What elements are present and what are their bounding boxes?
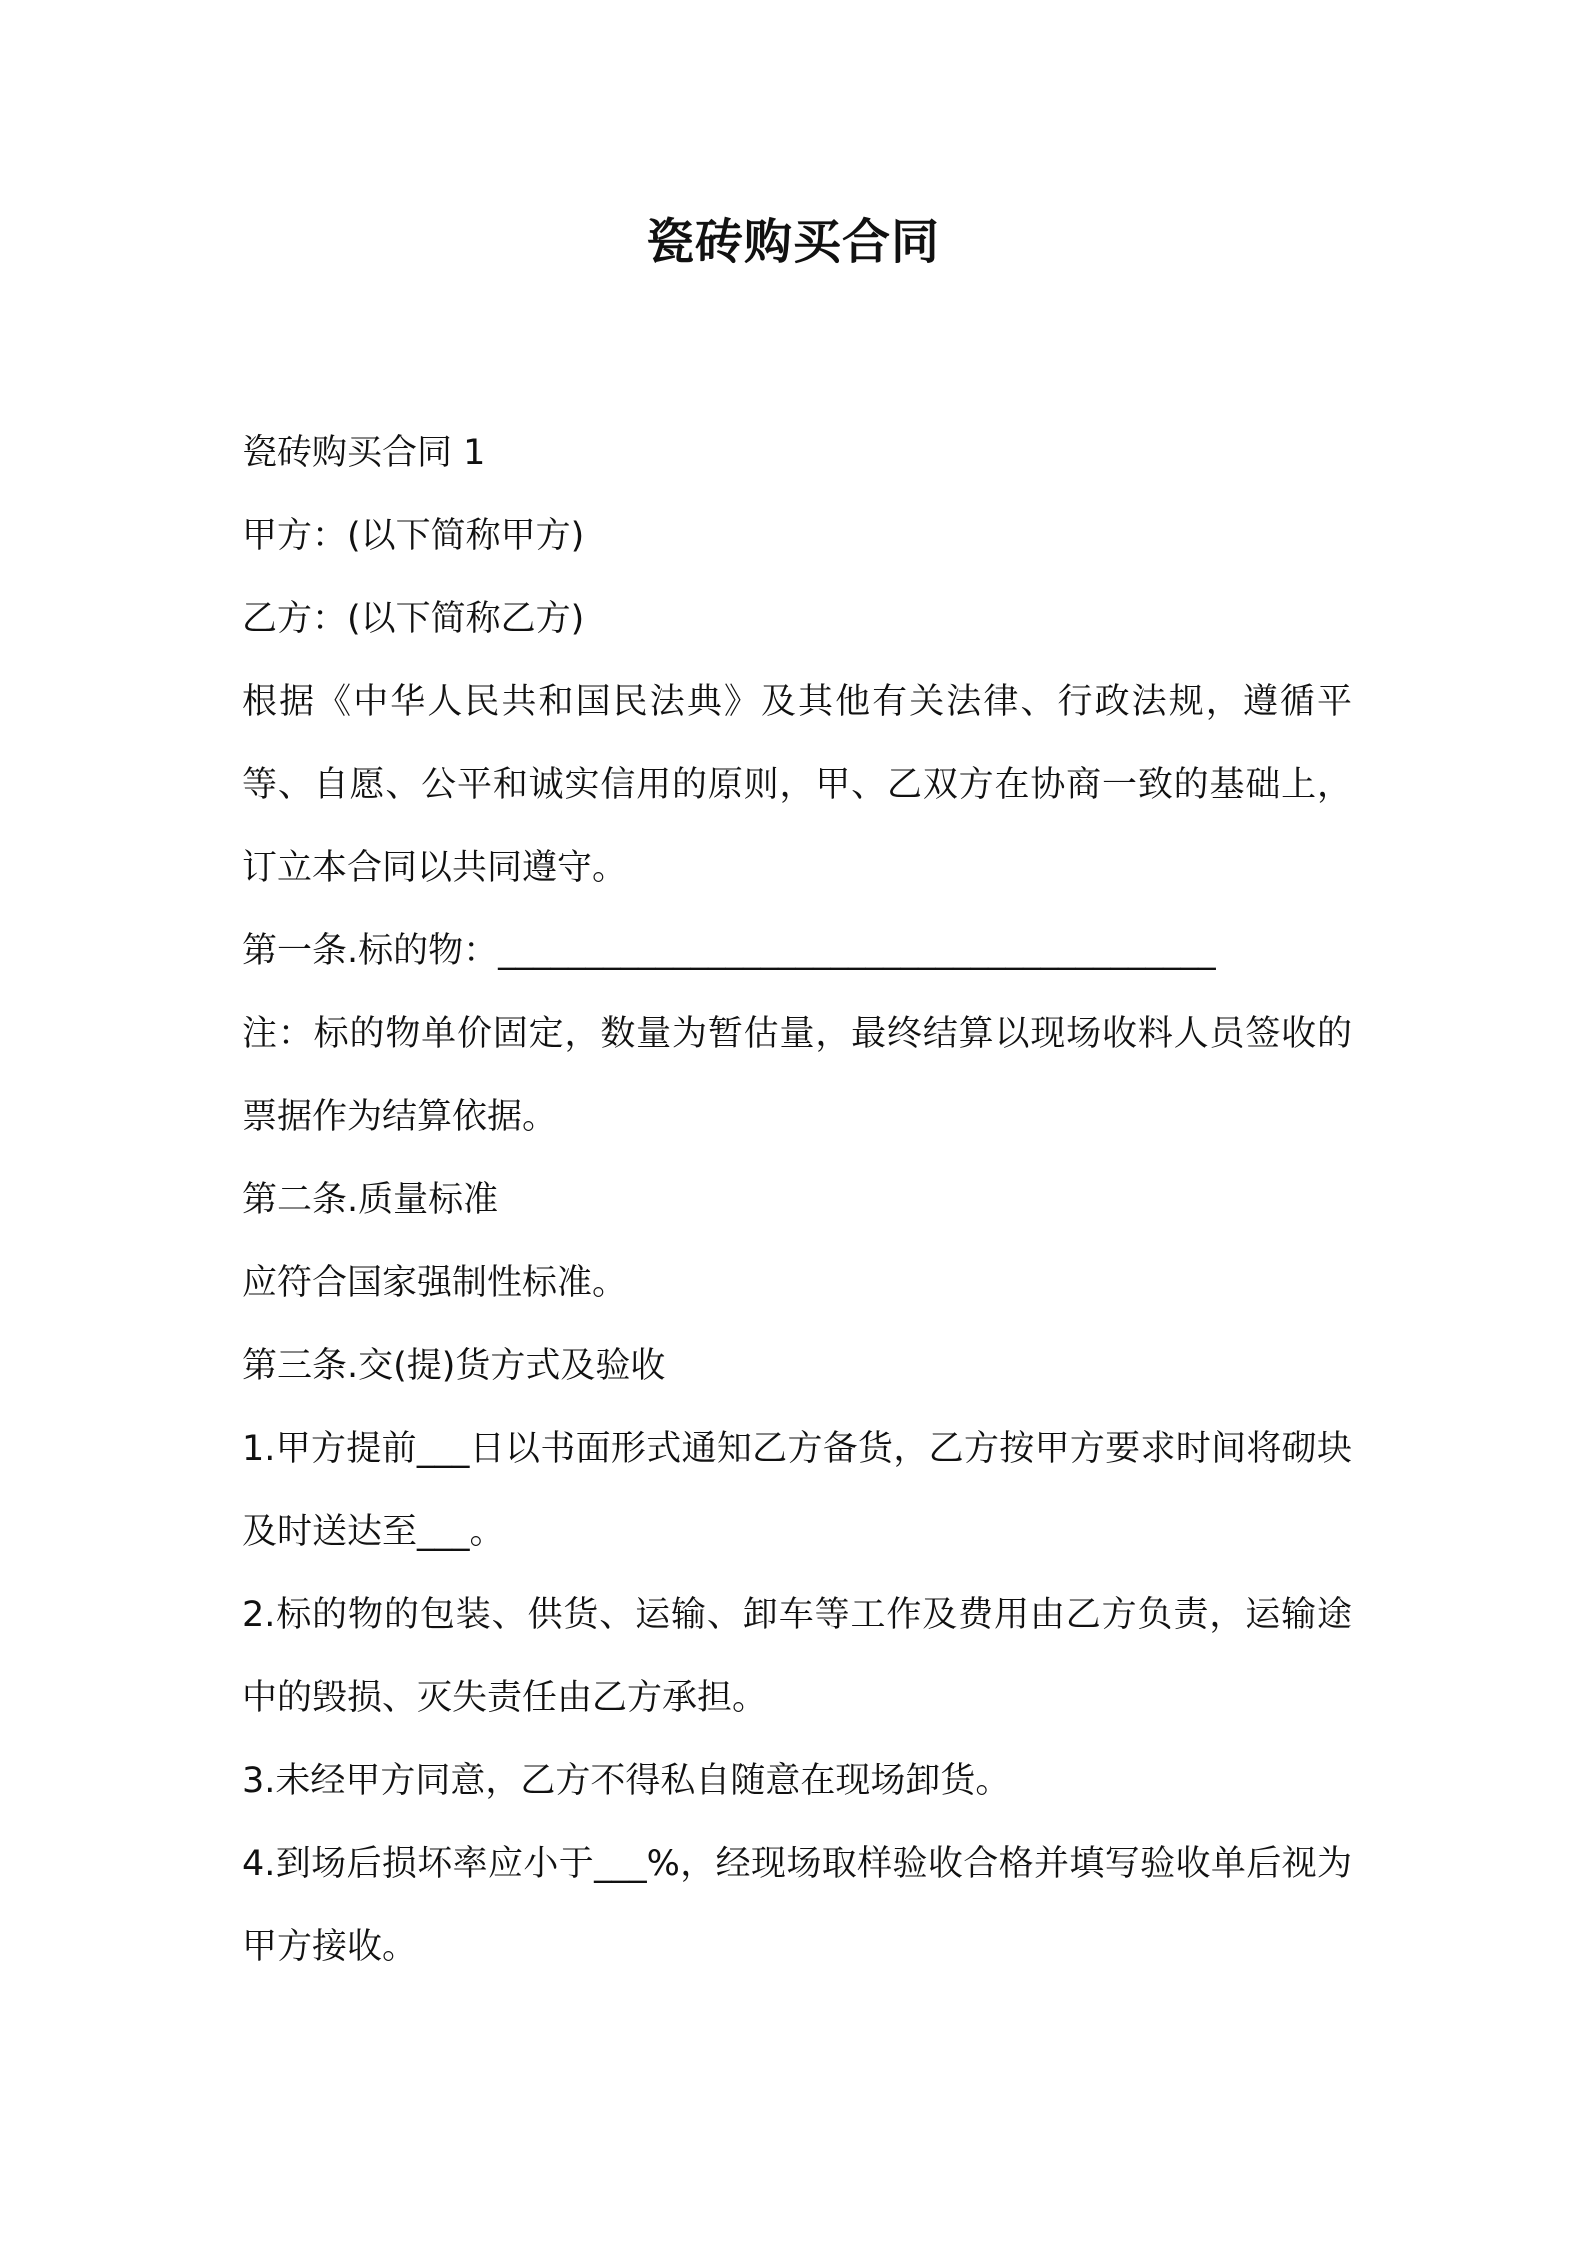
party-b-line: 乙方：(以下简称乙方) [242, 599, 585, 639]
article-1-subject: 第一条.标的物：_________________________________________ [242, 931, 1216, 971]
preamble-paragraph: 根据《中华人民共和国民法典》及其他有关法律、行政法规，遵循平等、自愿、公平和诚实信用的原则，甲、乙双方在协商一致的基础上，订立本合同以共同遵守。 [242, 682, 1352, 888]
article-3-item-4: 4.到场后损坏率应小于___%，经现场取样验收合格并填写验收单后视为甲方接收。 [242, 1844, 1352, 1967]
article-3-heading: 第三条.交(提)货方式及验收 [242, 1346, 666, 1386]
document-title: 瓷砖购买合同 [645, 214, 940, 270]
article-2-heading: 第二条.质量标准 [242, 1180, 499, 1220]
document-body [242, 412, 1352, 1989]
subject-note: 注：标的物单价固定，数量为暂估量，最终结算以现场收料人员签收的票据作为结算依据。 [242, 1014, 1352, 1137]
article-2-text: 应符合国家强制性标准。 [242, 1263, 628, 1303]
article-3-item-1: 1.甲方提前___日以书面形式通知乙方备货，乙方按甲方要求时间将砌块及时送达至___。 [242, 1429, 1352, 1552]
party-a-line: 甲方：(以下简称甲方) [242, 516, 585, 556]
article-3-item-2: 2.标的物的包装、供货、运输、卸车等工作及费用由乙方负责，运输途中的毁损、灭失责任由乙方承担。 [242, 1595, 1352, 1718]
article-3-item-3: 3.未经甲方同意，乙方不得私自随意在现场卸货。 [242, 1761, 1011, 1801]
contract-subtitle: 瓷砖购买合同 1 [242, 433, 486, 473]
